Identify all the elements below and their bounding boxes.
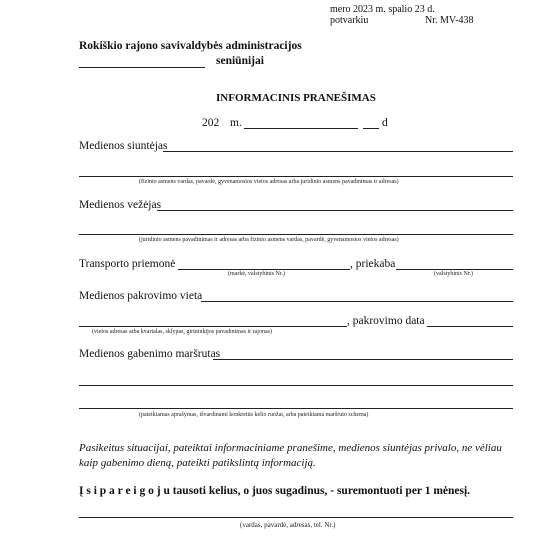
vehicle-label: Transporto priemonė bbox=[79, 258, 176, 270]
trailer-label: , priekaba bbox=[350, 258, 396, 270]
date-m: m. bbox=[230, 117, 242, 129]
date-d: d bbox=[382, 117, 388, 129]
trailer-line[interactable] bbox=[396, 269, 513, 270]
loading-place-line-2[interactable] bbox=[79, 326, 347, 327]
vehicle-hint: (markė, valstybinis Nr.) bbox=[228, 271, 285, 277]
addressee-suffix: seniūnijai bbox=[216, 55, 264, 67]
trailer-hint: (valstybinis Nr.) bbox=[434, 271, 473, 277]
loading-place-label: Medienos pakrovimo vieta bbox=[79, 290, 203, 302]
date-month-line[interactable] bbox=[244, 128, 358, 129]
corner-ordinance: potvarkiu bbox=[330, 15, 369, 26]
route-line-1[interactable] bbox=[213, 359, 513, 360]
document-title: INFORMACINIS PRANEŠIMAS bbox=[216, 92, 376, 104]
sender-line-1[interactable] bbox=[163, 151, 513, 152]
corner-number: Nr. MV-438 bbox=[425, 15, 474, 26]
loading-place-line-1[interactable] bbox=[201, 301, 513, 302]
route-line-2[interactable] bbox=[79, 385, 513, 386]
addressee-org: Rokiškio rajono savivaldybės administracijos bbox=[79, 40, 302, 52]
loading-date-line[interactable] bbox=[427, 326, 513, 327]
carrier-line-1[interactable] bbox=[157, 210, 513, 211]
sender-line-2[interactable] bbox=[79, 176, 513, 177]
eldership-name-line[interactable] bbox=[79, 67, 205, 68]
route-label: Medienos gabenimo maršrutas bbox=[79, 348, 221, 360]
vehicle-line[interactable] bbox=[178, 269, 350, 270]
carrier-line-2[interactable] bbox=[79, 234, 513, 235]
route-line-3[interactable] bbox=[79, 408, 513, 409]
date-year-prefix: 202 bbox=[202, 117, 220, 129]
notice-paragraph: Pasikeitus situacijai, pateiktai informaciniame pranešime, medienos siuntėjas privalo, ne vėliau kaip gabenimo dieną, pateikti patikslintą informaciją. bbox=[79, 442, 502, 469]
corner-date: mero 2023 m. spalio 23 d. bbox=[330, 4, 435, 15]
signature-hint: (vardas, pavardė, adresas, tel. Nr.) bbox=[240, 521, 336, 529]
signature-line[interactable] bbox=[79, 517, 513, 518]
commitment-statement: Į s i p a r e i g o j u tausoti kelius, o juos sugadinus, - suremontuoti per 1 mėnesį. bbox=[79, 485, 471, 497]
carrier-label: Medienos vežėjas bbox=[79, 199, 162, 211]
loading-place-hint: (vietos adresas arba kvartalas, sklypas, girininkijos pavadinimas ir rajonas) bbox=[92, 329, 272, 335]
loading-date-label: , pakrovimo data bbox=[347, 315, 425, 327]
route-hint: (pateikiamas aprašymas, išvardinami konkretūs kelio ruožai, arba pateikiama maršruto schema) bbox=[139, 412, 369, 418]
sender-label: Medienos siuntėjas bbox=[79, 140, 168, 152]
sender-hint: (fizinio asmens vardas, pavardė, gyvenamosios vietos adresas arba juridinio asmens pavadinimas ir adresas) bbox=[139, 179, 399, 185]
date-day-line[interactable] bbox=[363, 128, 379, 129]
carrier-hint: (juridinio asmens pavadinimas ir adresas arba fizinio asmens vardas, pavardė, gyvenamosios vietos adresas) bbox=[139, 237, 399, 243]
